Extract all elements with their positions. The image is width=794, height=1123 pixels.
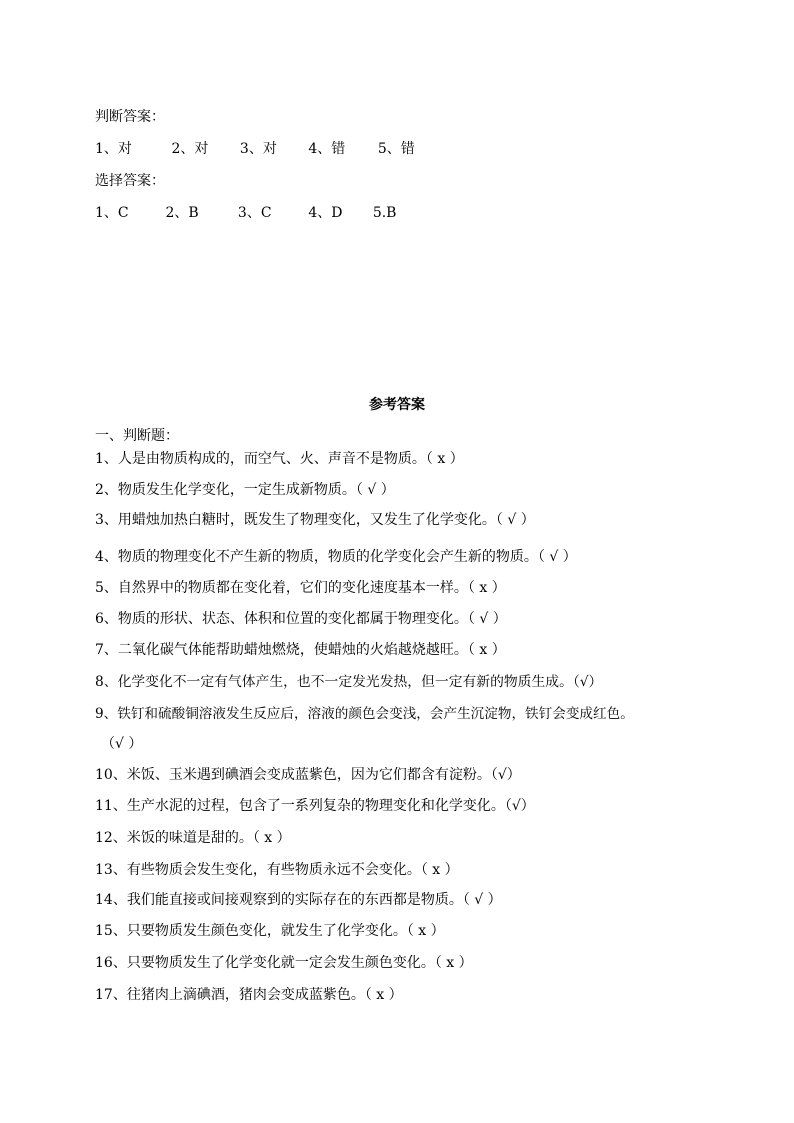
choice-answer-3: 3、C	[237, 205, 272, 221]
answer-item-12: 12、米饭的味道是甜的。（ x ）	[95, 830, 291, 846]
answer-item-15: 15、只要物质发生颜色变化，就发生了化学变化。（ x ）	[95, 923, 445, 939]
judge-answers-row	[95, 140, 415, 158]
answer-item-9: 9、铁钉和硫酸铜溶液发生反应后，溶液的颜色会变浅，会产生沉淀物，铁钉会变成红色。	[95, 706, 634, 722]
section-heading-judgement: 一、判断题：	[95, 428, 179, 444]
judge-answer-4: 4、错	[308, 141, 346, 157]
answer-item-7: 7、二氧化碳气体能帮助蜡烛燃烧，使蜡烛的火焰越烧越旺。（ x ）	[95, 642, 506, 658]
reference-answers-title: 参考答案	[369, 397, 425, 413]
choice-answers-heading: 选择答案：	[95, 173, 165, 189]
choice-answer-5: 5.B	[372, 205, 397, 221]
answer-item-6: 6、物质的形状、状态、体积和位置的变化都属于物理变化。（ √ ）	[95, 611, 507, 627]
answer-item-4: 4、物质的物理变化不产生新的物质，物质的化学变化会产生新的物质。（ √ ）	[95, 549, 577, 565]
choice-answer-1: 1、C	[95, 205, 129, 221]
answer-item-10: 10、米饭、玉米遇到碘酒会变成蓝紫色，因为它们都含有淀粉。（√）	[95, 767, 521, 783]
answer-item-13: 13、有些物质会发生变化，有些物质永远不会变化。（ x ）	[95, 862, 459, 878]
answer-item-8: 8、化学变化不一定有气体产生，也不一定发光发热，但一定有新的物质生成。（√）	[95, 674, 603, 690]
judge-answer-3: 3、对	[239, 141, 277, 157]
answer-item-3: 3、用蜡烛加热白糖时，既发生了物理变化，又发生了化学变化。（ √ ）	[95, 512, 535, 528]
judge-answer-5: 5、错	[377, 141, 415, 157]
choice-answers-row	[95, 204, 396, 222]
choice-answer-2: 2、B	[165, 205, 199, 221]
choice-answer-4: 4、D	[308, 205, 343, 221]
answer-item-11: 11、生产水泥的过程，包含了一系列复杂的物理变化和化学变化。（√）	[95, 798, 535, 814]
answer-item-1: 1、人是由物质构成的，而空气、火、声音不是物质。（ x ）	[95, 451, 464, 467]
judge-answer-1: 1、对	[95, 141, 132, 157]
answer-item-2: 2、物质发生化学变化，一定生成新物质。（ √ ）	[95, 482, 395, 498]
judge-answer-2: 2、对	[171, 141, 209, 157]
answer-item-17: 17、往猪肉上滴碘酒，猪肉会变成蓝紫色。（ x ）	[95, 987, 403, 1003]
answer-item-5: 5、自然界中的物质都在变化着，它们的变化速度基本一样。（ x ）	[95, 580, 506, 596]
judge-answers-heading: 判断答案：	[95, 109, 165, 125]
answer-item-9-mark: （√ ）	[101, 736, 143, 752]
answer-item-16: 16、只要物质发生了化学变化就一定会发生颜色变化。（ x ）	[95, 955, 473, 971]
answer-item-14: 14、我们能直接或间接观察到的实际存在的东西都是物质。（ √ ）	[95, 892, 502, 908]
